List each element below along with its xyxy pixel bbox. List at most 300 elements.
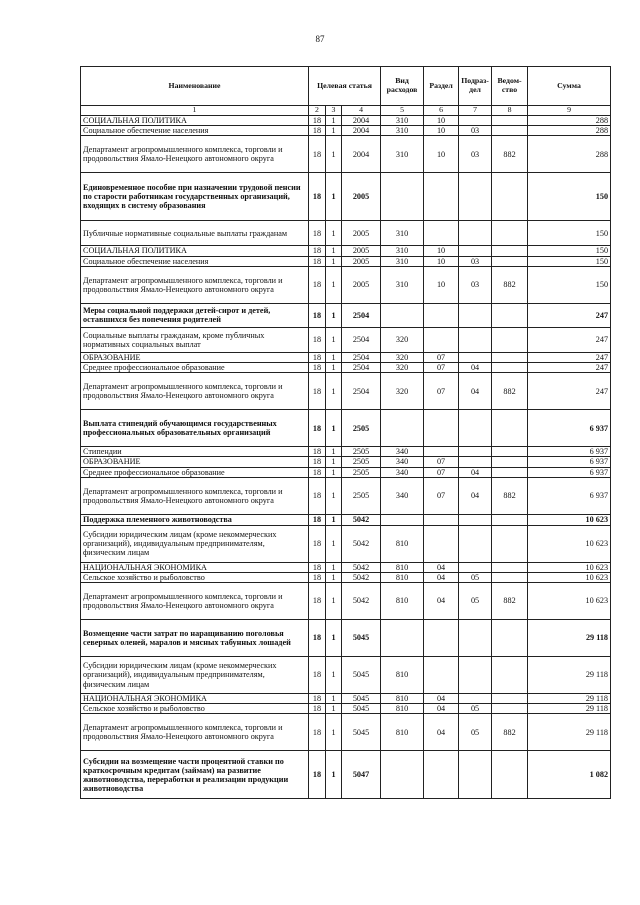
target-code-c: 2005 (342, 221, 381, 246)
target-code-c: 5042 (342, 525, 381, 562)
table-row (81, 266, 611, 303)
target-code-a: 18 (309, 256, 326, 266)
section-code: 10 (424, 266, 459, 303)
target-code-a: 18 (309, 583, 326, 620)
target-code-c: 2005 (342, 173, 381, 221)
department-code (492, 514, 528, 525)
target-code-c: 2005 (342, 256, 381, 266)
expense-type-code: 310 (381, 246, 424, 256)
expense-type-code: 810 (381, 572, 424, 582)
expense-type-code (381, 751, 424, 799)
target-code-a: 18 (309, 657, 326, 694)
department-code (492, 256, 528, 266)
department-code (492, 327, 528, 352)
section-code: 10 (424, 246, 459, 256)
expense-type-code: 320 (381, 373, 424, 410)
expense-type-code: 310 (381, 266, 424, 303)
department-code (492, 447, 528, 457)
target-code-b: 1 (326, 514, 342, 525)
section-code (424, 410, 459, 447)
table-row (81, 352, 611, 362)
department-code (492, 572, 528, 582)
department-code (492, 704, 528, 714)
subsection-code: 04 (459, 362, 492, 372)
section-code: 07 (424, 373, 459, 410)
target-code-b: 1 (326, 362, 342, 372)
table-row (81, 457, 611, 467)
row-name: Департамент агропромышленного комплекса, торговли и продовольствия Ямало-Ненецкого автономного округа (81, 266, 309, 303)
column-number: 5 (381, 106, 424, 116)
sum-value: 247 (528, 373, 611, 410)
target-code-a: 18 (309, 266, 326, 303)
expense-type-code: 810 (381, 583, 424, 620)
expense-type-code: 810 (381, 562, 424, 572)
target-code-c: 2004 (342, 116, 381, 126)
target-code-a: 18 (309, 410, 326, 447)
sum-value: 150 (528, 266, 611, 303)
expense-type-code: 340 (381, 447, 424, 457)
sum-value: 247 (528, 362, 611, 372)
sum-value: 288 (528, 126, 611, 136)
sum-value: 150 (528, 173, 611, 221)
target-code-c: 2505 (342, 410, 381, 447)
row-name: Среднее профессиональное образование (81, 362, 309, 372)
sum-value: 288 (528, 136, 611, 173)
expense-type-code: 310 (381, 256, 424, 266)
sum-value: 247 (528, 352, 611, 362)
section-code: 10 (424, 256, 459, 266)
target-code-c: 2505 (342, 477, 381, 514)
row-name: ОБРАЗОВАНИЕ (81, 457, 309, 467)
table-row (81, 173, 611, 221)
target-code-b: 1 (326, 410, 342, 447)
target-code-b: 1 (326, 303, 342, 327)
target-code-c: 5042 (342, 583, 381, 620)
row-name: НАЦИОНАЛЬНАЯ ЭКОНОМИКА (81, 694, 309, 704)
department-code (492, 303, 528, 327)
expense-type-code: 320 (381, 352, 424, 362)
target-code-b: 1 (326, 256, 342, 266)
target-code-a: 18 (309, 562, 326, 572)
target-code-a: 18 (309, 447, 326, 457)
column-number: 4 (342, 106, 381, 116)
row-name: Субсидии юридическим лицам (кроме некоммерческих организаций), индивидуальным предпринимателям, физическим лицам (81, 657, 309, 694)
target-code-c: 2504 (342, 303, 381, 327)
row-name: СОЦИАЛЬНАЯ ПОЛИТИКА (81, 116, 309, 126)
table-row (81, 373, 611, 410)
table-row (81, 583, 611, 620)
expense-type-code (381, 303, 424, 327)
subsection-code: 04 (459, 373, 492, 410)
row-name: Поддержка племенного животноводства (81, 514, 309, 525)
budget-table (80, 66, 611, 799)
section-code (424, 173, 459, 221)
subsection-code: 04 (459, 477, 492, 514)
expense-type-code: 340 (381, 467, 424, 477)
department-code: 882 (492, 714, 528, 751)
row-name: Единовременное пособие при назначении трудовой пенсии по старости работникам государственных организаций, входящих в систему образования (81, 173, 309, 221)
row-name: Департамент агропромышленного комплекса, торговли и продовольствия Ямало-Ненецкого автономного округа (81, 714, 309, 751)
target-code-b: 1 (326, 657, 342, 694)
department-code (492, 467, 528, 477)
row-name: Среднее профессиональное образование (81, 467, 309, 477)
target-code-a: 18 (309, 221, 326, 246)
target-code-a: 18 (309, 303, 326, 327)
target-code-a: 18 (309, 373, 326, 410)
target-code-b: 1 (326, 477, 342, 514)
target-code-b: 1 (326, 751, 342, 799)
department-code (492, 457, 528, 467)
sum-value: 10 623 (528, 525, 611, 562)
sum-value: 150 (528, 221, 611, 246)
department-code (492, 352, 528, 362)
table-row (81, 477, 611, 514)
table-row (81, 136, 611, 173)
subsection-code: 03 (459, 126, 492, 136)
expense-type-code: 810 (381, 525, 424, 562)
header-row (81, 67, 611, 106)
subsection-code (459, 514, 492, 525)
department-code (492, 751, 528, 799)
section-code (424, 751, 459, 799)
table-row (81, 116, 611, 126)
header-expense-type: Вид расходов (381, 67, 424, 106)
sum-value: 10 623 (528, 562, 611, 572)
subsection-code (459, 303, 492, 327)
table-row (81, 447, 611, 457)
subsection-code (459, 327, 492, 352)
target-code-b: 1 (326, 694, 342, 704)
department-code (492, 562, 528, 572)
expense-type-code: 340 (381, 457, 424, 467)
row-name: Выплата стипендий обучающимся государственных профессиональных образовательных организаций (81, 410, 309, 447)
target-code-b: 1 (326, 447, 342, 457)
subsection-code: 03 (459, 266, 492, 303)
sum-value: 6 937 (528, 410, 611, 447)
expense-type-code (381, 173, 424, 221)
target-code-b: 1 (326, 467, 342, 477)
department-code: 882 (492, 477, 528, 514)
sum-value: 6 937 (528, 467, 611, 477)
target-code-a: 18 (309, 694, 326, 704)
section-code (424, 303, 459, 327)
subsection-code (459, 457, 492, 467)
section-code (424, 447, 459, 457)
target-code-b: 1 (326, 620, 342, 657)
expense-type-code: 320 (381, 327, 424, 352)
section-code: 07 (424, 477, 459, 514)
row-name: ОБРАЗОВАНИЕ (81, 352, 309, 362)
target-code-a: 18 (309, 362, 326, 372)
table-row (81, 562, 611, 572)
department-code (492, 126, 528, 136)
target-code-a: 18 (309, 126, 326, 136)
target-code-c: 2004 (342, 136, 381, 173)
subsection-code (459, 562, 492, 572)
target-code-c: 5045 (342, 704, 381, 714)
sum-value: 29 118 (528, 704, 611, 714)
sum-value: 247 (528, 303, 611, 327)
department-code: 882 (492, 136, 528, 173)
target-code-a: 18 (309, 352, 326, 362)
section-code: 04 (424, 714, 459, 751)
expense-type-code (381, 410, 424, 447)
subsection-code (459, 352, 492, 362)
target-code-b: 1 (326, 572, 342, 582)
row-name: Департамент агропромышленного комплекса, торговли и продовольствия Ямало-Ненецкого автономного округа (81, 583, 309, 620)
sum-value: 1 082 (528, 751, 611, 799)
target-code-a: 18 (309, 327, 326, 352)
expense-type-code: 810 (381, 657, 424, 694)
section-code: 04 (424, 704, 459, 714)
section-code (424, 620, 459, 657)
target-code-c: 5042 (342, 572, 381, 582)
target-code-c: 2504 (342, 362, 381, 372)
target-code-a: 18 (309, 514, 326, 525)
table-row (81, 410, 611, 447)
section-code: 04 (424, 562, 459, 572)
table-row (81, 221, 611, 246)
department-code (492, 116, 528, 126)
target-code-a: 18 (309, 467, 326, 477)
header-name: Наименование (81, 67, 309, 106)
table-row (81, 327, 611, 352)
section-code: 04 (424, 572, 459, 582)
table-row (81, 694, 611, 704)
target-code-a: 18 (309, 572, 326, 582)
target-code-a: 18 (309, 246, 326, 256)
row-name: Департамент агропромышленного комплекса, торговли и продовольствия Ямало-Ненецкого автономного округа (81, 136, 309, 173)
table-row (81, 525, 611, 562)
target-code-c: 5045 (342, 714, 381, 751)
column-number: 8 (492, 106, 528, 116)
expense-type-code: 810 (381, 714, 424, 751)
row-name: Сельское хозяйство и рыболовство (81, 572, 309, 582)
target-code-c: 2504 (342, 373, 381, 410)
row-name: Департамент агропромышленного комплекса, торговли и продовольствия Ямало-Ненецкого автономного округа (81, 477, 309, 514)
subsection-code: 05 (459, 704, 492, 714)
target-code-b: 1 (326, 126, 342, 136)
section-code (424, 657, 459, 694)
row-name: Социальное обеспечение населения (81, 126, 309, 136)
section-code (424, 327, 459, 352)
table-row (81, 751, 611, 799)
target-code-a: 18 (309, 714, 326, 751)
target-code-c: 2005 (342, 266, 381, 303)
target-code-a: 18 (309, 620, 326, 657)
subsection-code: 03 (459, 136, 492, 173)
section-code: 07 (424, 457, 459, 467)
target-code-b: 1 (326, 583, 342, 620)
sum-value: 6 937 (528, 447, 611, 457)
sum-value: 150 (528, 246, 611, 256)
header-target: Целевая статья (309, 67, 381, 106)
row-name: Субсидии на возмещение части процентной ставки по краткосрочным кредитам (займам) на развитие животноводства, переработки и реализации продукции животноводства (81, 751, 309, 799)
row-name: Меры социальной поддержки детей-сирот и детей, оставшихся без попечения родителей (81, 303, 309, 327)
subsection-code (459, 246, 492, 256)
department-code (492, 362, 528, 372)
target-code-c: 2005 (342, 246, 381, 256)
row-name: Социальные выплаты гражданам, кроме публичных нормативных социальных выплат (81, 327, 309, 352)
table-row (81, 514, 611, 525)
department-code (492, 410, 528, 447)
target-code-b: 1 (326, 327, 342, 352)
column-number: 9 (528, 106, 611, 116)
subsection-code: 05 (459, 583, 492, 620)
subsection-code (459, 410, 492, 447)
expense-type-code: 810 (381, 694, 424, 704)
department-code (492, 620, 528, 657)
subsection-code (459, 447, 492, 457)
column-number: 6 (424, 106, 459, 116)
section-code: 10 (424, 126, 459, 136)
row-name: Департамент агропромышленного комплекса, торговли и продовольствия Ямало-Ненецкого автономного округа (81, 373, 309, 410)
table-row (81, 126, 611, 136)
table-row (81, 362, 611, 372)
department-code (492, 173, 528, 221)
target-code-b: 1 (326, 116, 342, 126)
target-code-c: 2504 (342, 352, 381, 362)
subsection-code (459, 694, 492, 704)
department-code (492, 694, 528, 704)
target-code-c: 2505 (342, 467, 381, 477)
target-code-c: 5045 (342, 657, 381, 694)
row-name: Возмещение части затрат по наращиванию поголовья северных оленей, маралов и мясных табунных лошадей (81, 620, 309, 657)
subsection-code (459, 173, 492, 221)
row-name: Субсидии юридическим лицам (кроме некоммерческих организаций), индивидуальным предпринимателям, физическим лицам (81, 525, 309, 562)
target-code-b: 1 (326, 173, 342, 221)
row-name: Сельское хозяйство и рыболовство (81, 704, 309, 714)
subsection-code (459, 620, 492, 657)
row-name: Публичные нормативные социальные выплаты гражданам (81, 221, 309, 246)
subsection-code: 05 (459, 714, 492, 751)
table-row (81, 657, 611, 694)
department-code (492, 657, 528, 694)
department-code (492, 525, 528, 562)
section-code: 04 (424, 694, 459, 704)
sum-value: 29 118 (528, 657, 611, 694)
header-subsection: Подраз-дел (459, 67, 492, 106)
sum-value: 29 118 (528, 694, 611, 704)
table-body (81, 116, 611, 799)
section-code (424, 525, 459, 562)
target-code-c: 2505 (342, 447, 381, 457)
target-code-a: 18 (309, 173, 326, 221)
target-code-a: 18 (309, 525, 326, 562)
subsection-code: 03 (459, 256, 492, 266)
target-code-b: 1 (326, 714, 342, 751)
subsection-code (459, 657, 492, 694)
column-number: 3 (326, 106, 342, 116)
expense-type-code (381, 620, 424, 657)
expense-type-code: 310 (381, 136, 424, 173)
expense-type-code: 320 (381, 362, 424, 372)
sum-value: 10 623 (528, 583, 611, 620)
sum-value: 247 (528, 327, 611, 352)
target-code-b: 1 (326, 562, 342, 572)
section-code: 10 (424, 136, 459, 173)
target-code-c: 5045 (342, 694, 381, 704)
target-code-a: 18 (309, 704, 326, 714)
target-code-a: 18 (309, 457, 326, 467)
table-row (81, 246, 611, 256)
row-name: НАЦИОНАЛЬНАЯ ЭКОНОМИКА (81, 562, 309, 572)
column-number: 1 (81, 106, 309, 116)
target-code-a: 18 (309, 751, 326, 799)
expense-type-code: 310 (381, 116, 424, 126)
sum-value: 6 937 (528, 457, 611, 467)
subsection-code: 04 (459, 467, 492, 477)
header-section: Раздел (424, 67, 459, 106)
table-row (81, 303, 611, 327)
table-row (81, 704, 611, 714)
sum-value: 288 (528, 116, 611, 126)
target-code-b: 1 (326, 525, 342, 562)
table-row (81, 714, 611, 751)
subsection-code (459, 525, 492, 562)
target-code-c: 5045 (342, 620, 381, 657)
column-number: 2 (309, 106, 326, 116)
target-code-b: 1 (326, 704, 342, 714)
table-row (81, 467, 611, 477)
column-number-row (81, 106, 611, 116)
department-code (492, 221, 528, 246)
section-code: 04 (424, 583, 459, 620)
section-code: 07 (424, 362, 459, 372)
header-department: Ведом-ство (492, 67, 528, 106)
sum-value: 10 623 (528, 514, 611, 525)
row-name: Социальное обеспечение населения (81, 256, 309, 266)
target-code-c: 5042 (342, 514, 381, 525)
target-code-b: 1 (326, 246, 342, 256)
expense-type-code: 340 (381, 477, 424, 514)
target-code-b: 1 (326, 457, 342, 467)
department-code: 882 (492, 373, 528, 410)
target-code-a: 18 (309, 136, 326, 173)
target-code-b: 1 (326, 266, 342, 303)
sum-value: 29 118 (528, 620, 611, 657)
row-name: Стипендии (81, 447, 309, 457)
target-code-a: 18 (309, 477, 326, 514)
expense-type-code: 310 (381, 126, 424, 136)
section-code (424, 514, 459, 525)
subsection-code (459, 116, 492, 126)
expense-type-code: 310 (381, 221, 424, 246)
target-code-c: 2504 (342, 327, 381, 352)
section-code: 07 (424, 467, 459, 477)
target-code-b: 1 (326, 373, 342, 410)
subsection-code (459, 751, 492, 799)
column-number: 7 (459, 106, 492, 116)
target-code-b: 1 (326, 221, 342, 246)
target-code-b: 1 (326, 352, 342, 362)
target-code-a: 18 (309, 116, 326, 126)
section-code (424, 221, 459, 246)
target-code-c: 5042 (342, 562, 381, 572)
sum-value: 150 (528, 256, 611, 266)
department-code: 882 (492, 583, 528, 620)
target-code-c: 2004 (342, 126, 381, 136)
target-code-c: 2505 (342, 457, 381, 467)
expense-type-code: 810 (381, 704, 424, 714)
subsection-code (459, 221, 492, 246)
page-number: 87 (315, 34, 325, 44)
header-sum: Сумма (528, 67, 611, 106)
section-code: 07 (424, 352, 459, 362)
table-row (81, 572, 611, 582)
sum-value: 10 623 (528, 572, 611, 582)
target-code-b: 1 (326, 136, 342, 173)
